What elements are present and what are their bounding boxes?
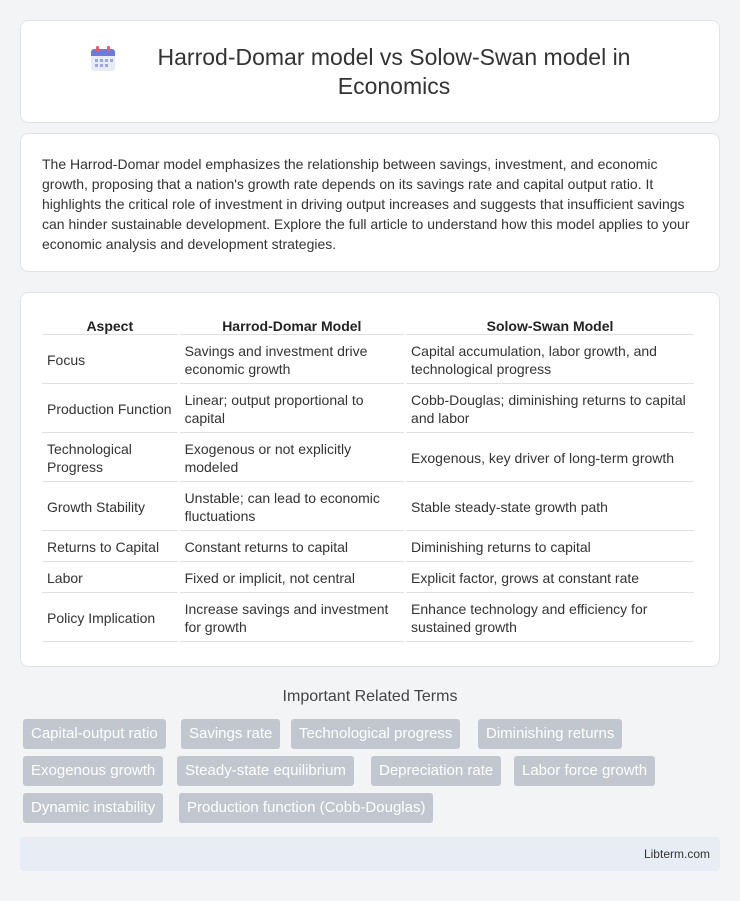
cell-solow-swan: Enhance technology and efficiency for sustained growth [406, 595, 694, 642]
cell-harrod-domar: Fixed or implicit, not central [180, 564, 404, 593]
term-tag[interactable]: Depreciation rate [371, 756, 501, 786]
table-row [42, 435, 694, 482]
cell-harrod-domar: Exogenous or not explicitly modeled [180, 435, 404, 482]
comparison-table [40, 313, 696, 644]
cell-aspect: Production Function [42, 386, 178, 433]
cell-solow-swan: Cobb-Douglas; diminishing returns to capital and labor [406, 386, 694, 433]
table-row [42, 386, 694, 433]
header-solow-swan: Solow-Swan Model [406, 315, 694, 335]
term-tag[interactable]: Technological progress [291, 719, 460, 749]
term-tag[interactable]: Steady-state equilibrium [177, 756, 354, 786]
cell-aspect: Technological Progress [42, 435, 178, 482]
header-aspect: Aspect [42, 315, 178, 335]
term-tag[interactable]: Labor force growth [514, 756, 655, 786]
term-tag[interactable]: Capital-output ratio [23, 719, 166, 749]
term-tag[interactable]: Production function (Cobb-Douglas) [179, 793, 433, 823]
table-header-row [42, 315, 694, 335]
cell-harrod-domar: Constant returns to capital [180, 533, 404, 562]
table-row [42, 595, 694, 642]
calendar-icon [90, 46, 116, 72]
cell-aspect: Labor [42, 564, 178, 593]
term-tag[interactable]: Exogenous growth [23, 756, 163, 786]
cell-solow-swan: Capital accumulation, labor growth, and technological progress [406, 337, 694, 384]
footer-brand[interactable]: Libterm.com [643, 847, 710, 861]
cell-aspect: Focus [42, 337, 178, 384]
cell-harrod-domar: Linear; output proportional to capital [180, 386, 404, 433]
term-tag[interactable]: Savings rate [181, 719, 280, 749]
page-title: Harrod-Domar model vs Solow-Swan model in Economics [157, 43, 631, 99]
cell-solow-swan: Diminishing returns to capital [406, 533, 694, 562]
term-tag[interactable]: Diminishing returns [478, 719, 622, 749]
comparison-card [20, 292, 720, 667]
cell-aspect: Returns to Capital [42, 533, 178, 562]
cell-harrod-domar: Unstable; can lead to economic fluctuations [180, 484, 404, 531]
cell-harrod-domar: Increase savings and investment for growth [180, 595, 404, 642]
cell-harrod-domar: Savings and investment drive economic growth [180, 337, 404, 384]
header-card [20, 20, 720, 123]
cell-solow-swan: Exogenous, key driver of long-term growth [406, 435, 694, 482]
footer [20, 837, 720, 871]
cell-solow-swan: Stable steady-state growth path [406, 484, 694, 531]
term-tag[interactable]: Dynamic instability [23, 793, 163, 823]
table-row [42, 533, 694, 562]
header-harrod-domar: Harrod-Domar Model [180, 315, 404, 335]
table-row [42, 484, 694, 531]
cell-aspect: Growth Stability [42, 484, 178, 531]
cell-aspect: Policy Implication [42, 595, 178, 642]
table-row [42, 564, 694, 593]
cell-solow-swan: Explicit factor, grows at constant rate [406, 564, 694, 593]
intro-card [20, 133, 720, 272]
related-terms-title: Important Related Terms [282, 688, 458, 705]
intro-paragraph: The Harrod-Domar model emphasizes the relationship between savings, investment, and economic growth, proposing that a nation's growth rate depends on its savings rate and capital output ratio. It highlights the critical role of investment in driving output increases and suggests that insufficient savings can hinder sustainable development. Explore the full article to understand how this model applies to your economic analysis and development strategies. [42, 156, 690, 252]
table-row [42, 337, 694, 384]
